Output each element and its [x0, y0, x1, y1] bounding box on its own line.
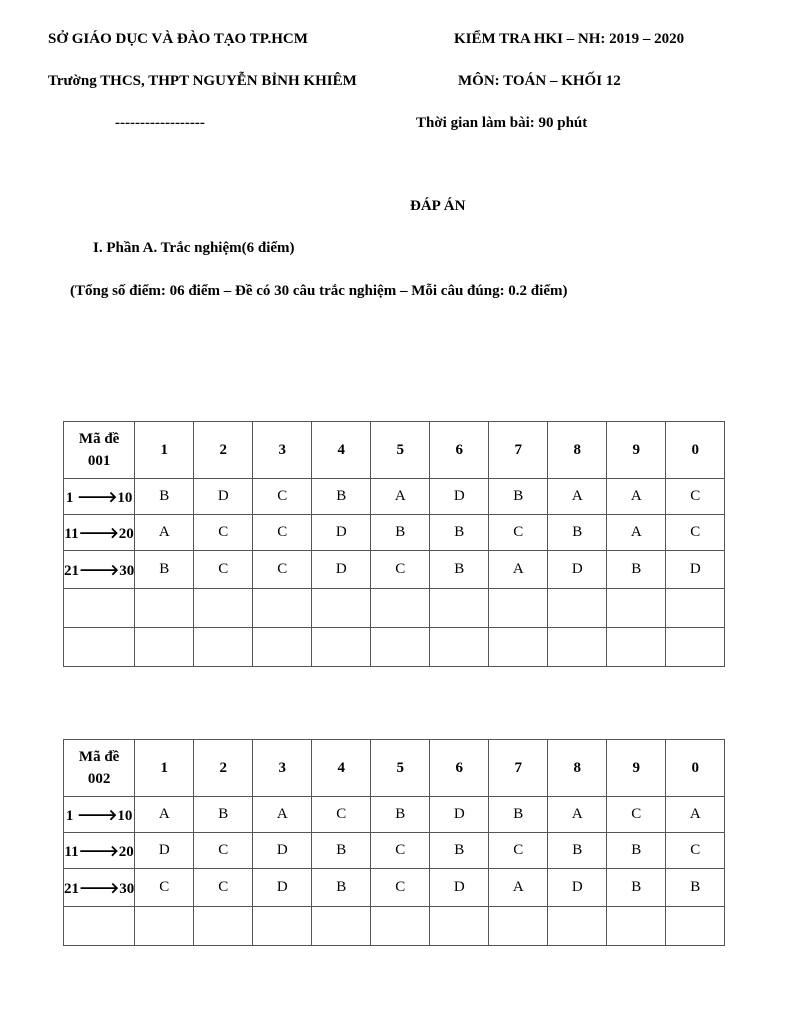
empty-cell — [489, 907, 548, 946]
empty-cell — [607, 628, 666, 667]
row-range-label: 21🡒30 — [64, 551, 135, 589]
column-header: 7 — [489, 740, 548, 797]
column-header: 2 — [194, 740, 253, 797]
answer-cell: B — [548, 833, 607, 869]
answer-cell: C — [253, 479, 312, 515]
row-range-label: 1 🡒10 — [64, 797, 135, 833]
table-row — [64, 515, 725, 551]
answer-table-001 — [63, 421, 725, 667]
answer-cell: B — [430, 551, 489, 589]
answer-cell: B — [607, 869, 666, 907]
answer-cell: C — [194, 515, 253, 551]
table-row — [64, 869, 725, 907]
answer-cell: D — [312, 551, 371, 589]
answer-cell: D — [430, 479, 489, 515]
answer-cell: D — [430, 797, 489, 833]
exam-code-label: Mã đề — [78, 431, 120, 447]
answer-cell: B — [430, 833, 489, 869]
answer-cell: D — [548, 551, 607, 589]
answer-cell: A — [489, 551, 548, 589]
column-header: 4 — [312, 740, 371, 797]
answer-key-title: ĐÁP ÁN — [410, 198, 466, 214]
table-header-row — [64, 740, 725, 797]
answer-cell: B — [135, 479, 194, 515]
empty-cell — [135, 628, 194, 667]
empty-cell — [64, 907, 135, 946]
answer-cell: C — [607, 797, 666, 833]
column-header: 5 — [371, 422, 430, 479]
answer-cell: A — [548, 479, 607, 515]
answer-cell: A — [548, 797, 607, 833]
column-header: 6 — [430, 422, 489, 479]
row-range-label: 1 🡒10 — [64, 479, 135, 515]
answer-cell: A — [253, 797, 312, 833]
table-header-row — [64, 422, 725, 479]
empty-cell — [489, 628, 548, 667]
row-range-label: 11🡒20 — [64, 515, 135, 551]
exam-code: 002 — [87, 771, 111, 787]
answer-cell: A — [135, 515, 194, 551]
empty-cell — [607, 589, 666, 628]
column-header: 8 — [548, 740, 607, 797]
column-header: 0 — [666, 422, 725, 479]
answer-cell: B — [371, 797, 430, 833]
exam-duration: Thời gian làm bài: 90 phút — [416, 115, 588, 131]
answer-cell: C — [253, 551, 312, 589]
column-header: 2 — [194, 422, 253, 479]
empty-cell — [607, 907, 666, 946]
answer-cell: C — [194, 551, 253, 589]
column-header: 3 — [253, 422, 312, 479]
answer-cell: B — [312, 833, 371, 869]
answer-cell: C — [371, 551, 430, 589]
empty-cell — [135, 907, 194, 946]
school-name: Trường THCS, THPT NGUYỄN BỈNH KHIÊM — [48, 73, 357, 89]
empty-row — [64, 628, 725, 667]
empty-cell — [548, 628, 607, 667]
empty-cell — [135, 589, 194, 628]
answer-cell: C — [666, 515, 725, 551]
column-header: 7 — [489, 422, 548, 479]
answer-cell: D — [194, 479, 253, 515]
answer-cell: C — [253, 515, 312, 551]
table-row — [64, 479, 725, 515]
column-header: 8 — [548, 422, 607, 479]
answer-cell: B — [194, 797, 253, 833]
answer-cell: D — [548, 869, 607, 907]
table-row — [64, 551, 725, 589]
answer-cell: D — [253, 869, 312, 907]
answer-cell: B — [312, 869, 371, 907]
empty-cell — [253, 589, 312, 628]
exam-code-label: Mã đề — [78, 749, 120, 765]
column-header: 5 — [371, 740, 430, 797]
answer-cell: B — [548, 515, 607, 551]
answer-cell: C — [194, 833, 253, 869]
department-name: SỞ GIÁO DỤC VÀ ĐÀO TẠO TP.HCM — [48, 31, 308, 47]
answer-cell: B — [489, 479, 548, 515]
answer-cell: B — [607, 833, 666, 869]
empty-cell — [548, 589, 607, 628]
column-header: 9 — [607, 422, 666, 479]
empty-cell — [312, 628, 371, 667]
empty-cell — [489, 589, 548, 628]
row-range-label: 21🡒30 — [64, 869, 135, 907]
answer-cell: C — [666, 833, 725, 869]
answer-cell: A — [607, 515, 666, 551]
empty-cell — [371, 628, 430, 667]
exam-code-cell — [64, 740, 135, 797]
empty-cell — [253, 628, 312, 667]
answer-cell: C — [489, 833, 548, 869]
empty-row — [64, 907, 725, 946]
table-row — [64, 833, 725, 869]
column-header: 0 — [666, 740, 725, 797]
answer-cell: B — [666, 869, 725, 907]
empty-cell — [312, 589, 371, 628]
table-row — [64, 797, 725, 833]
answer-cell: C — [371, 833, 430, 869]
empty-cell — [430, 907, 489, 946]
answer-cell: D — [666, 551, 725, 589]
empty-cell — [666, 589, 725, 628]
answer-cell: C — [312, 797, 371, 833]
column-header: 4 — [312, 422, 371, 479]
exam-code-cell — [64, 422, 135, 479]
answer-cell: A — [607, 479, 666, 515]
empty-cell — [253, 907, 312, 946]
column-header: 1 — [135, 740, 194, 797]
row-range-label: 11🡒20 — [64, 833, 135, 869]
section-heading: I. Phần A. Trắc nghiệm(6 điểm) — [93, 240, 295, 256]
column-header: 3 — [253, 740, 312, 797]
answer-cell: B — [430, 515, 489, 551]
empty-cell — [430, 628, 489, 667]
answer-cell: D — [430, 869, 489, 907]
answer-cell: D — [135, 833, 194, 869]
section-note: (Tổng số điểm: 06 điểm – Đề có 30 câu trắc nghiệm – Mỗi câu đúng: 0.2 điểm) — [70, 283, 568, 299]
answer-cell: A — [666, 797, 725, 833]
exam-title: KIỂM TRA HKI – NH: 2019 – 2020 — [454, 31, 685, 47]
answer-cell: C — [135, 869, 194, 907]
answer-cell: A — [489, 869, 548, 907]
empty-cell — [194, 907, 253, 946]
empty-cell — [430, 589, 489, 628]
empty-cell — [666, 628, 725, 667]
empty-row — [64, 589, 725, 628]
answer-cell: A — [371, 479, 430, 515]
answer-cell: C — [666, 479, 725, 515]
header-divider: ------------------ — [115, 115, 205, 131]
column-header: 9 — [607, 740, 666, 797]
empty-cell — [312, 907, 371, 946]
empty-cell — [666, 907, 725, 946]
column-header: 6 — [430, 740, 489, 797]
answer-cell: D — [253, 833, 312, 869]
exam-code: 001 — [87, 453, 111, 469]
answer-cell: B — [489, 797, 548, 833]
empty-cell — [64, 589, 135, 628]
answer-cell: C — [489, 515, 548, 551]
column-header: 1 — [135, 422, 194, 479]
answer-cell: B — [135, 551, 194, 589]
answer-cell: B — [371, 515, 430, 551]
answer-cell: A — [135, 797, 194, 833]
empty-cell — [194, 628, 253, 667]
empty-cell — [548, 907, 607, 946]
empty-cell — [371, 589, 430, 628]
answer-cell: C — [194, 869, 253, 907]
answer-cell: D — [312, 515, 371, 551]
answer-table-002 — [63, 739, 725, 946]
answer-cell: B — [312, 479, 371, 515]
empty-cell — [64, 628, 135, 667]
empty-cell — [371, 907, 430, 946]
subject-line: MÔN: TOÁN – KHỐI 12 — [458, 73, 621, 89]
empty-cell — [194, 589, 253, 628]
answer-cell: C — [371, 869, 430, 907]
answer-cell: B — [607, 551, 666, 589]
